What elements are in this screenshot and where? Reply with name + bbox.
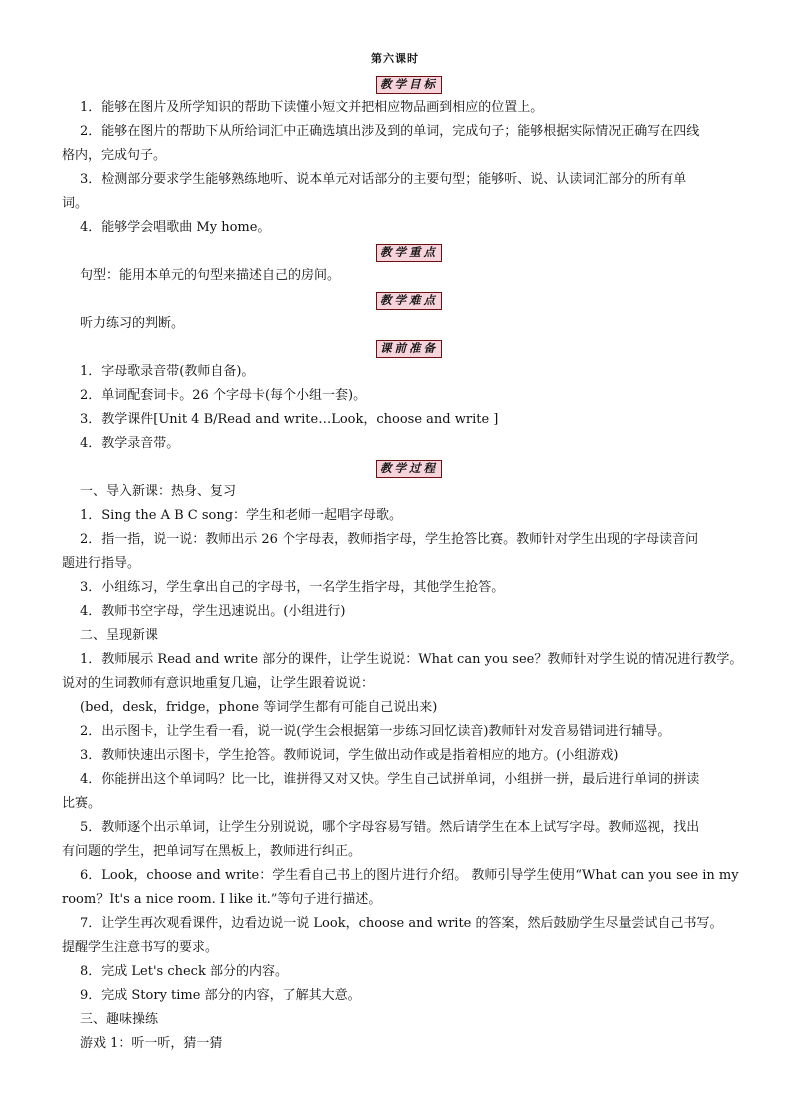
section-heading-focus: 教学重点 xyxy=(376,244,442,262)
text-line: 7．让学生再次观看课件，边看边说一说 Look，choose and write 的答案，然后鼓励学生尽量尝试自己书写。 xyxy=(80,916,723,931)
text-line: 4．你能拼出这个单词吗？比一比，谁拼得又对又快。学生自己试拼单词，小组拼一拼，最后进行单词的拼读 xyxy=(80,772,700,787)
section-heading-prep: 课前准备 xyxy=(376,340,442,358)
text-line: 有问题的学生，把单词写在黑板上，教师进行纠正。 xyxy=(62,844,362,859)
subheading: 二、呈现新课 xyxy=(80,628,159,643)
text-line: 2．出示图卡，让学生看一看，说一说(学生会根据第一步练习回忆读音)教师针对发音易错词进行辅导。 xyxy=(80,724,671,739)
text-line: 4．教师书空字母，学生迅速说出。(小组进行) xyxy=(80,604,346,619)
text-line: 1．能够在图片及所学知识的帮助下读懂小短文并把相应物品画到相应的位置上。 xyxy=(80,100,544,115)
text-line: 句型：能用本单元的句型来描述自己的房间。 xyxy=(80,268,341,283)
text-line: room？It's a nice room. I like it.”等句子进行描述。 xyxy=(62,892,382,907)
text-line: 1．字母歌录音带(教师自备)。 xyxy=(80,364,255,379)
text-line: 2．能够在图片的帮助下从所给词汇中正确选填出涉及到的单词，完成句子；能够根据实际情况正确写在四线 xyxy=(80,124,700,139)
text-line: 1．教师展示 Read and write 部分的课件，让学生说说：What can you see？教师针对学生说的情况进行教学。 xyxy=(80,652,743,667)
text-line: 3．小组练习，学生拿出自己的字母书，一名学生指字母，其他学生抢答。 xyxy=(80,580,505,595)
section-heading-goals: 教学目标 xyxy=(376,76,442,94)
lesson-title: 第六课时 xyxy=(371,52,419,65)
section-heading-difficulty: 教学难点 xyxy=(376,292,442,310)
section-heading-process: 教学过程 xyxy=(376,460,442,478)
text-line: 游戏 1：听一听，猜一猜 xyxy=(80,1036,223,1051)
text-line: 3．教师快速出示图卡，学生抢答。教师说词，学生做出动作或是指着相应的地方。(小组游戏) xyxy=(80,748,619,763)
text-line: 4．能够学会唱歌曲 My home。 xyxy=(80,220,271,235)
text-line: 8．完成 Let's check 部分的内容。 xyxy=(80,964,288,979)
text-line: (bed，desk，fridge，phone 等词学生都有可能自己说出来) xyxy=(80,700,438,715)
text-line: 听力练习的判断。 xyxy=(80,316,185,331)
text-line: 格内，完成句子。 xyxy=(62,148,167,163)
text-line: 5．教师逐个出示单词，让学生分别说说，哪个字母容易写错。然后请学生在本上试写字母。教师巡视，找出 xyxy=(80,820,700,835)
text-line: 2．指一指，说一说：教师出示 26 个字母表，教师指字母，学生抢答比赛。教师针对学生出现的字母读音问 xyxy=(80,532,699,547)
text-line: 3．检测部分要求学生能够熟练地听、说本单元对话部分的主要句型；能够听、说、认读词汇部分的所有单 xyxy=(80,172,687,187)
text-line: 1．Sing the A B C song：学生和老师一起唱字母歌。 xyxy=(80,508,403,523)
text-line: 4．教学录音带。 xyxy=(80,436,180,451)
text-line: 9．完成 Story time 部分的内容，了解其大意。 xyxy=(80,988,361,1003)
text-line: 词。 xyxy=(62,196,89,211)
text-line: 说对的生词教师有意识地重复几遍，让学生跟着说说： xyxy=(62,676,375,691)
text-line: 题进行指导。 xyxy=(62,556,141,571)
text-line: 比赛。 xyxy=(62,796,102,811)
text-line: 3．教学课件[Unit 4 B/Read and write…Look，choose and write ] xyxy=(80,412,499,427)
text-line: 2．单词配套词卡。26 个字母卡(每个小组一套)。 xyxy=(80,388,367,403)
subheading: 一、导入新课：热身、复习 xyxy=(80,484,237,499)
subheading: 三、趣味操练 xyxy=(80,1012,159,1027)
text-line: 提醒学生注意书写的要求。 xyxy=(62,940,219,955)
text-line: 6．Look，choose and write：学生看自己书上的图片进行介绍。 教师引导学生使用“What can you see in my xyxy=(80,868,739,883)
